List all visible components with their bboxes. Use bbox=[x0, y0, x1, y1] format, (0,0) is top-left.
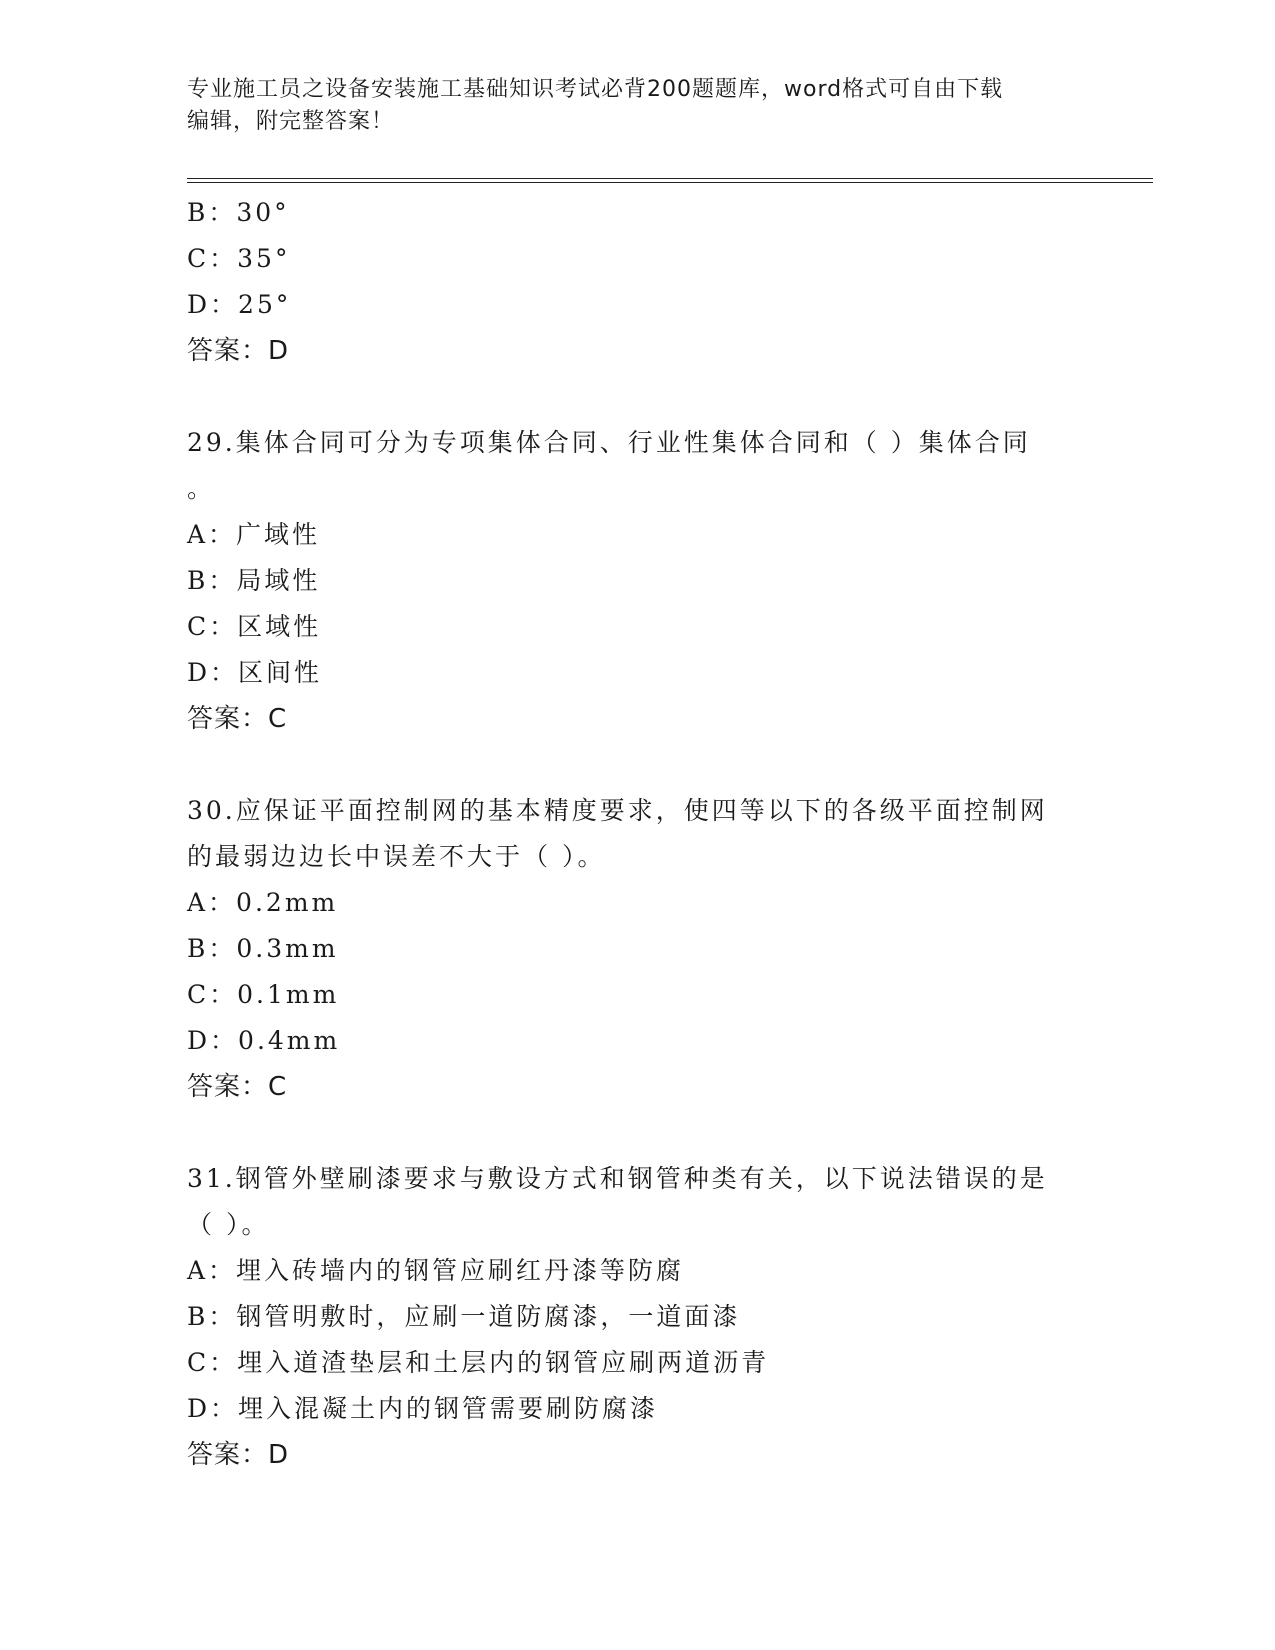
header-divider-top bbox=[187, 178, 1153, 179]
option-c: C：埋入道渣垫层和土层内的钢管应刷两道沥青 bbox=[187, 1348, 770, 1377]
question-stem: 30.应保证平面控制网的基本精度要求，使四等以下的各级平面控制网 bbox=[187, 796, 1048, 825]
prev-question-block bbox=[187, 190, 1087, 374]
option-d: D：25° bbox=[187, 290, 292, 319]
option-a: A：埋入砖墙内的钢管应刷红丹漆等防腐 bbox=[187, 1256, 685, 1285]
question-content bbox=[187, 190, 1087, 1478]
question-stem-cont: 。 bbox=[187, 474, 216, 503]
answer-line: 答案：C bbox=[187, 1072, 288, 1102]
header-line-2: 编辑，附完整答案！ bbox=[187, 109, 395, 134]
option-d: D：埋入混凝土内的钢管需要刷防腐漆 bbox=[187, 1394, 659, 1423]
option-c: C：区域性 bbox=[187, 612, 322, 641]
option-b: B：0.3mm bbox=[187, 934, 339, 963]
option-a: A：广域性 bbox=[187, 520, 321, 549]
option-b: B：30° bbox=[187, 198, 290, 227]
option-d: D：0.4mm bbox=[187, 1026, 341, 1055]
option-c: C：0.1mm bbox=[187, 980, 340, 1009]
option-d: D：区间性 bbox=[187, 658, 323, 687]
header-divider-bottom bbox=[187, 182, 1153, 183]
option-c: C：35° bbox=[187, 244, 291, 273]
option-a: A：0.2mm bbox=[187, 888, 339, 917]
answer-line: 答案：D bbox=[187, 336, 290, 366]
answer-line: 答案：D bbox=[187, 1440, 290, 1470]
answer-line: 答案：C bbox=[187, 704, 288, 734]
document-header bbox=[187, 74, 1087, 138]
question-30 bbox=[187, 788, 1087, 1110]
question-29 bbox=[187, 420, 1087, 742]
header-line-1: 专业施工员之设备安装施工基础知识考试必背200题题库，word格式可自由下载 bbox=[187, 77, 1004, 102]
question-stem: 31.钢管外壁刷漆要求与敷设方式和钢管种类有关，以下说法错误的是 bbox=[187, 1164, 1048, 1193]
question-stem: 29.集体合同可分为专项集体合同、行业性集体合同和（ ）集体合同 bbox=[187, 428, 1031, 457]
question-stem-cont: （ ）。 bbox=[187, 1210, 270, 1239]
question-31 bbox=[187, 1156, 1087, 1478]
option-b: B：钢管明敷时，应刷一道防腐漆，一道面漆 bbox=[187, 1302, 741, 1331]
question-stem-cont: 的最弱边边长中误差不大于（ ）。 bbox=[187, 842, 606, 871]
option-b: B：局域性 bbox=[187, 566, 321, 595]
